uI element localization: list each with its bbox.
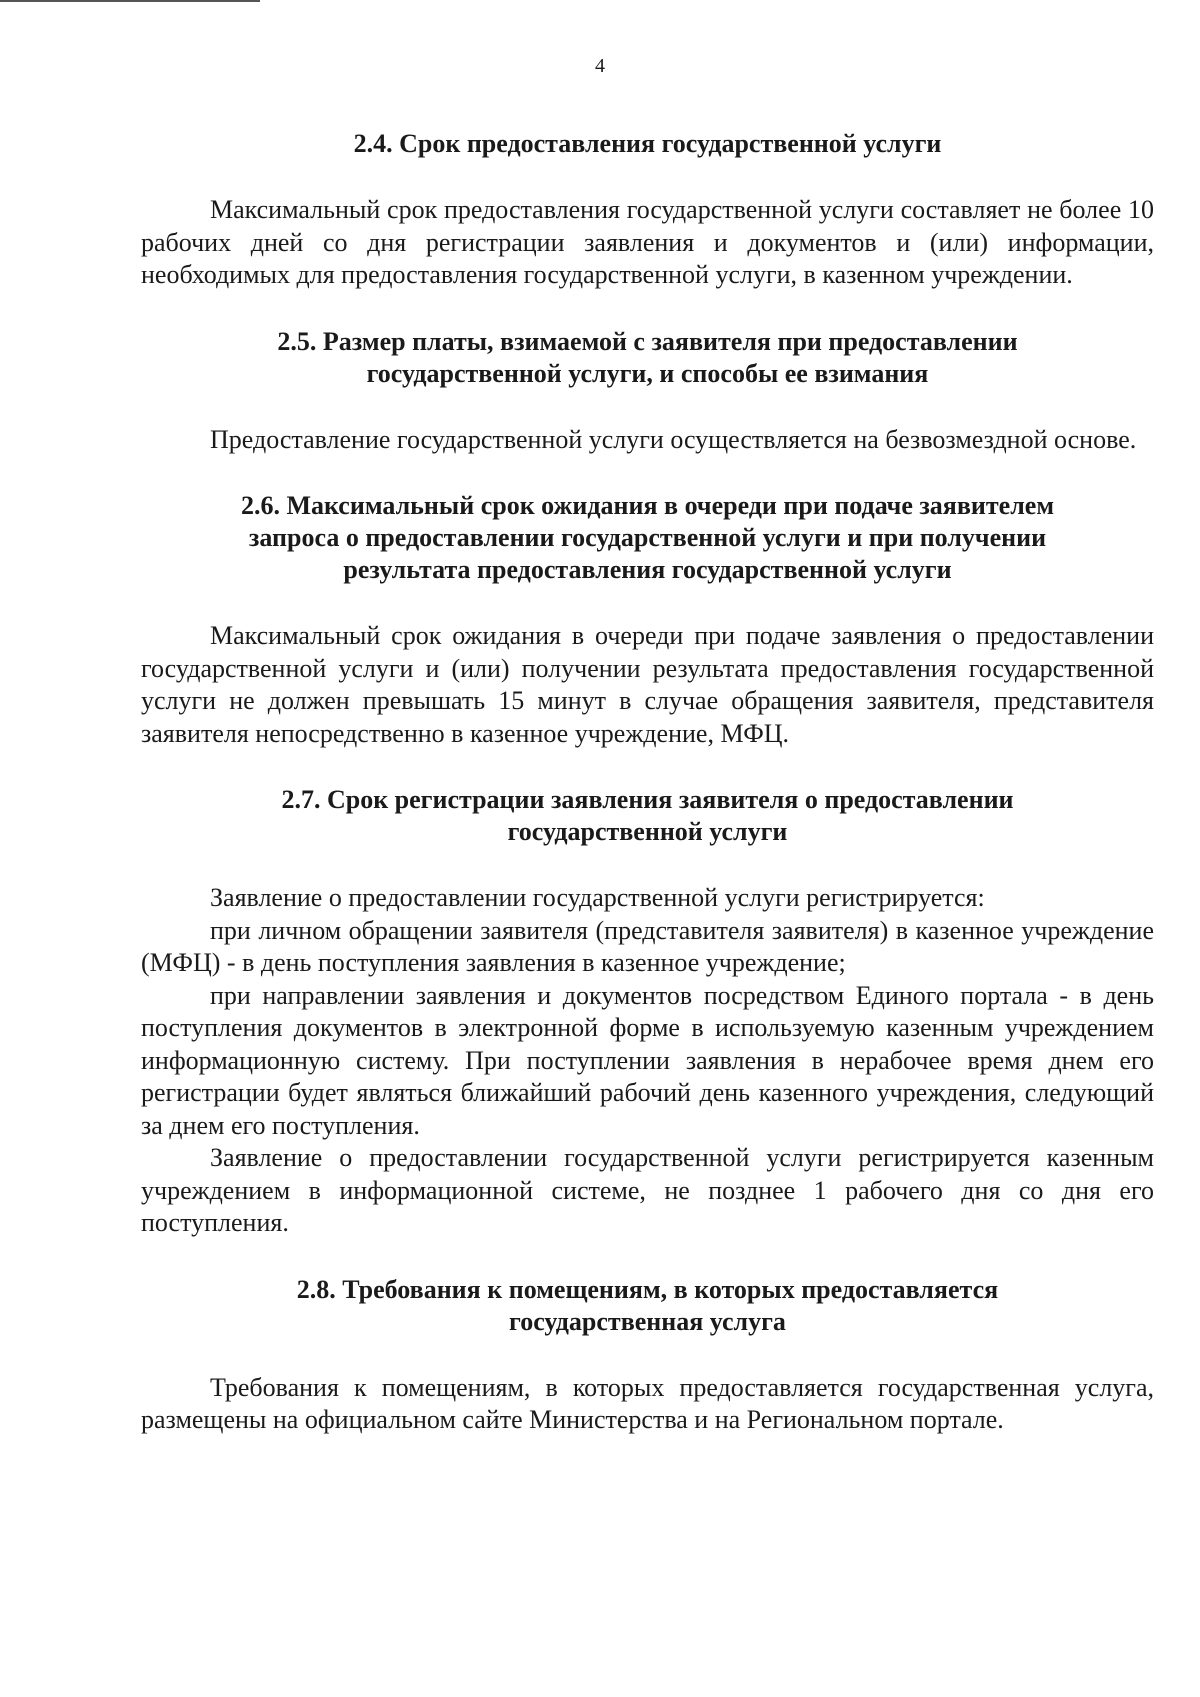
section-heading (141, 128, 1154, 160)
heading-line: 2.6. Максимальный срок ожидания в очереди при подаче заявителем (240, 491, 1055, 520)
heading-line: 2.4. Срок предоставления государственной услуги (353, 129, 942, 158)
paragraph: Максимальный срок предоставления государственной услуги составляет не более 10 рабочих дней со дня регистрации заявления и документов и (или) информации, необходимых для предоставления государственной услуги, в казенном учреждении. (141, 195, 1154, 289)
heading-line: 2.7. Срок регистрации заявления заявителя о предоставлении (281, 785, 1014, 814)
section-2-4 (141, 128, 1154, 326)
paragraph: Предоставление государственной услуги осуществляется на безвозмездной основе. (210, 424, 1137, 454)
paragraph: Максимальный срок ожидания в очереди при подаче заявления о предоставлении государственной услуги и (или) получении результата предоставления государственной услуги не должен превышать 15 минут в случае обращения заявителя, представителя заявителя непосредственно в казенное учреждение, МФЦ. (141, 621, 1154, 748)
scan-edge-mark (0, 0, 260, 2)
section-heading (141, 490, 1154, 586)
heading-line: результата предоставления государственной услуги (343, 555, 952, 584)
paragraph: Требования к помещениям, в которых предоставляется государственная услуга, размещены на официальном сайте Министерства и на Региональном портале. (141, 1372, 1154, 1434)
section-2-6 (141, 490, 1154, 784)
section-heading (141, 1274, 1154, 1338)
heading-line: 2.5. Размер платы, взимаемой с заявителя при предоставлении (277, 326, 1018, 356)
paragraph: Заявление о предоставлении государственной услуги регистрируется казенным учреждением в информационной системе, не позднее 1 рабочего дня со дня его поступления. (141, 1143, 1154, 1237)
heading-line: 2.8. Требования к помещениям, в которых предоставляется (296, 1274, 999, 1304)
heading-line: государственной услуги (507, 817, 788, 846)
heading-line: запроса о предоставлении государственной услуги и при получении (248, 523, 1047, 552)
section-2-7 (141, 784, 1154, 1274)
page-number: 4 (595, 55, 605, 77)
document-body (141, 128, 1154, 1437)
heading-line: государственной услуги, и способы ее взимания (366, 358, 929, 388)
section-2-8 (141, 1274, 1154, 1437)
paragraph: при направлении заявления и документов посредством Единого портала - в день поступления документов в электронной форме в используемую казенным учреждением информационную систему. При поступлении заявления в нерабочее время днем его регистрации будет являться ближайший рабочий день казенного учреждения, следующий за днем его поступления. (141, 980, 1154, 1140)
heading-line: государственная услуга (509, 1306, 786, 1336)
section-heading (141, 784, 1154, 848)
paragraph: при личном обращении заявителя (представителя заявителя) в казенное учреждение (МФЦ) - в день поступления заявления в казенное учреждение; (141, 915, 1154, 977)
section-heading (141, 326, 1154, 390)
paragraph: Заявление о предоставлении государственной услуги регистрируется: (210, 883, 985, 912)
section-2-5 (141, 326, 1154, 491)
